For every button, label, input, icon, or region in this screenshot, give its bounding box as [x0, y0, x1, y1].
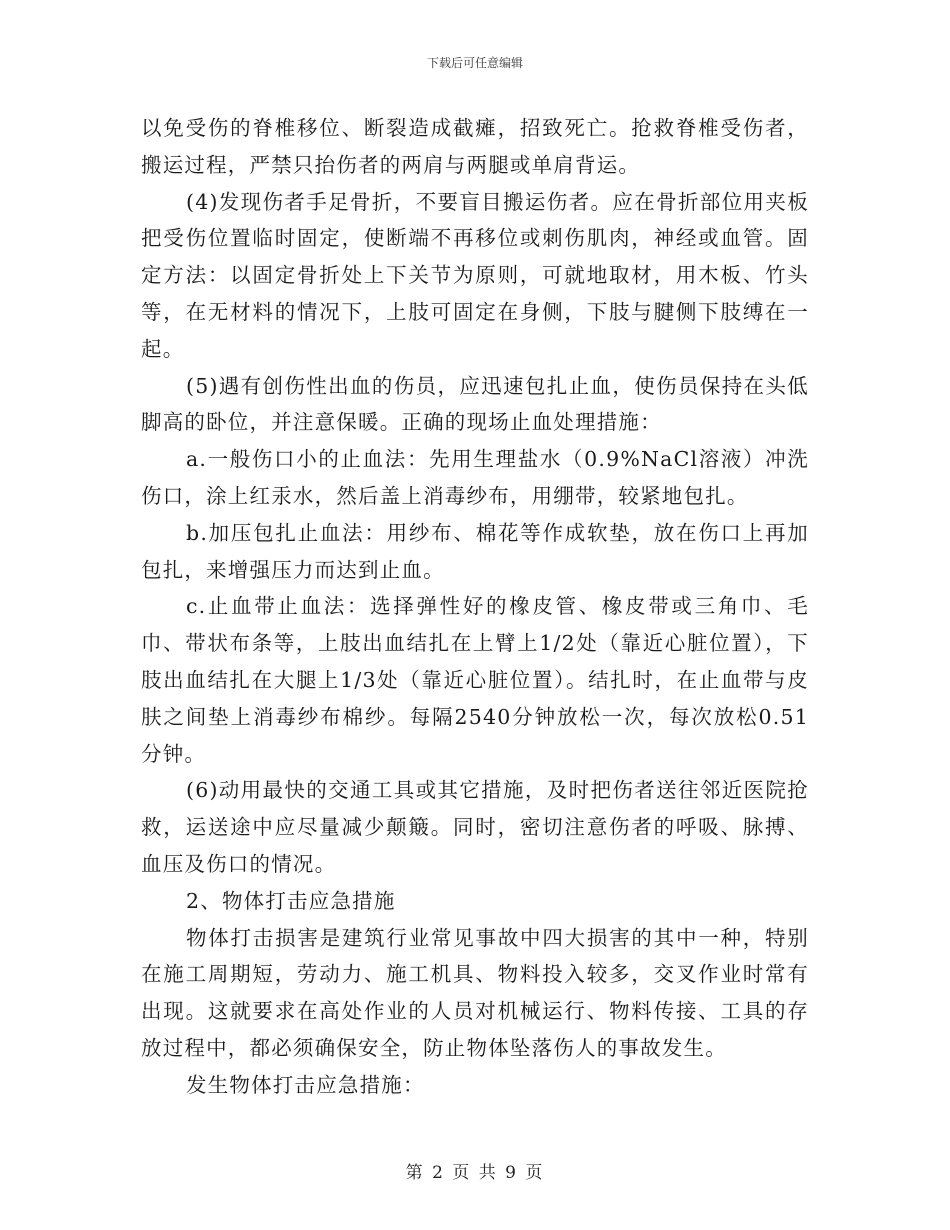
- paragraph-5: b.加压包扎止血法：用纱布、棉花等作成软垫，放在伤口上再加包扎，来增强压力而达到止血。: [141, 520, 809, 582]
- paragraph-3: (5)遇有创伤性出血的伤员，应迅速包扎止血，使伤员保持在头低脚高的卧位，并注意保暖。正确的现场止血处理措施：: [141, 373, 809, 435]
- page-number: 第 2 页 共 9 页: [405, 1163, 545, 1183]
- paragraph-2: (4)发现伤者手足骨折，不要盲目搬运伤者。应在骨折部位用夹板把受伤位置临时固定，使断端不再移位或刺伤肌肉，神经或血管。固定方法：以固定骨折处上下关节为原则，可就地取材，用木板、竹头等，在无材料的情况下，上肢可固定在身侧，下肢与腱侧下肢缚在一起。: [141, 189, 809, 361]
- paragraph-1: 以免受伤的脊椎移位、断裂造成截瘫，招致死亡。抢救脊椎受伤者，搬运过程，严禁只抬伤者的两肩与两腿或单肩背运。: [141, 116, 809, 177]
- paragraph-10: 发生物体打击应急措施：: [186, 1072, 425, 1097]
- page-header: 下载后可任意编辑: [426, 56, 523, 70]
- paragraph-4: a.一般伤口小的止血法：先用生理盐水（0.9%NaCl溶液）冲洗伤口，涂上红汞水，然后盖上消毒纱布，用绷带，较紧地包扎。: [141, 447, 809, 508]
- paragraph-9: 物体打击损害是建筑行业常见事故中四大损害的其中一种，特别在施工周期短，劳动力、施工机具、物料投入较多，交叉作业时常有出现。这就要求在高处作业的人员对机械运行、物料传接、工具的存放过程中，都必须确保安全，防止物体坠落伤人的事故发生。: [141, 925, 809, 1060]
- paragraph-6: c.止血带止血法：选择弹性好的橡皮管、橡皮带或三角巾、毛巾、带状布条等，上肢出血结扎在上臂上1/2处（靠近心脏位置），下肢出血结扎在大腿上1/3处（靠近心脏位置）。结扎时，在止血带与皮肤之间垫上消毒纱布棉纱。每隔2540分钟放松一次，每次放松0.51分钟。: [141, 594, 809, 766]
- document-body: [141, 110, 809, 1104]
- section-heading: 2、物体打击应急措施: [186, 888, 396, 913]
- paragraph-7: (6)动用最快的交通工具或其它措施，及时把伤者送往邻近医院抢救，运送途中应尽量减少颠簸。同时，密切注意伤者的呼吸、脉搏、血压及伤口的情况。: [141, 778, 809, 876]
